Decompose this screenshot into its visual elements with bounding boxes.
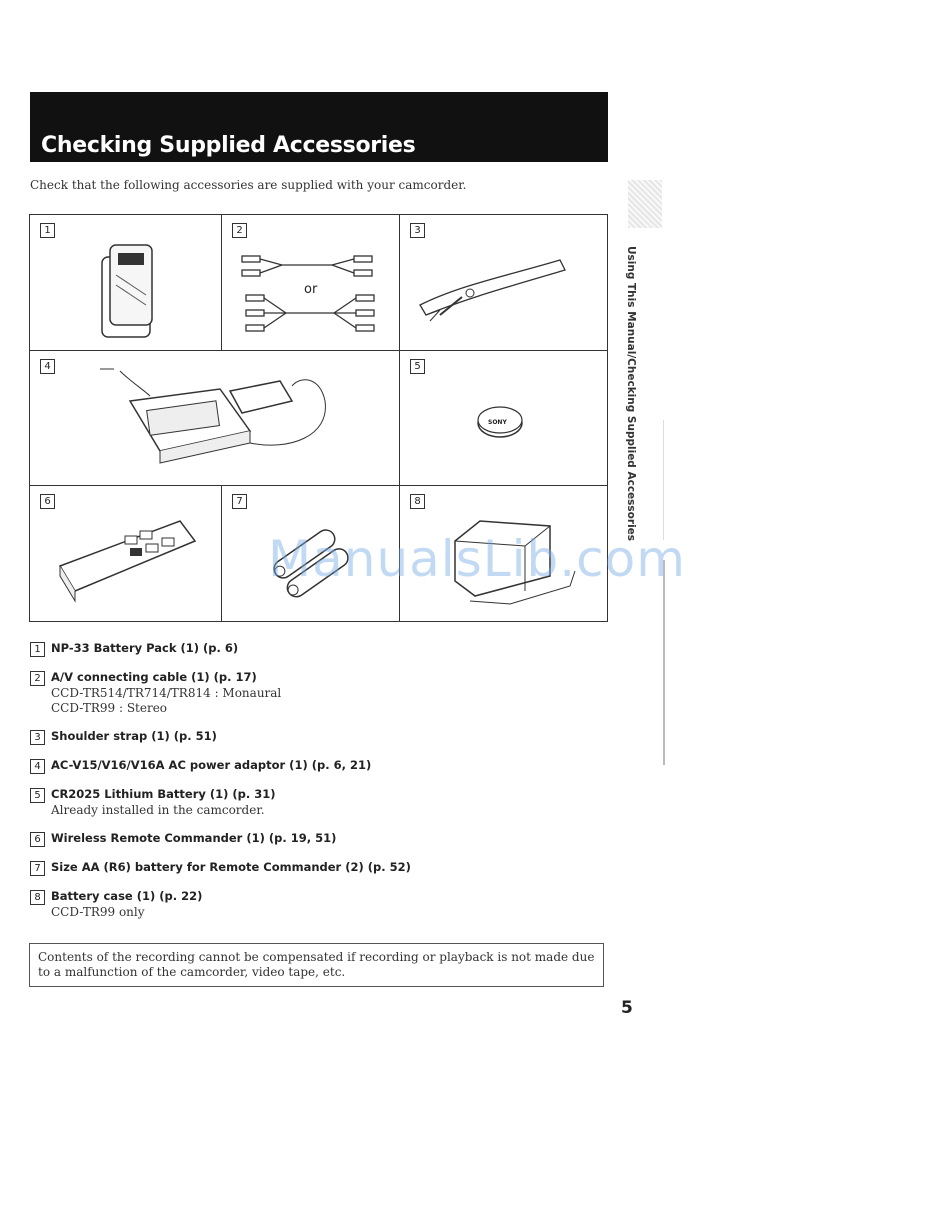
cell-number: 5 — [410, 359, 425, 374]
lithium-battery-illustration — [400, 351, 607, 486]
cell-number: 4 — [40, 359, 55, 374]
cell-2 — [222, 215, 400, 351]
item-number: 2 — [30, 671, 45, 686]
item-title: NP-33 Battery Pack (1) (p. 6) — [51, 641, 239, 655]
item-number: 3 — [30, 730, 45, 745]
list-item — [30, 640, 590, 657]
cell-number: 2 — [232, 223, 247, 238]
item-title: Wireless Remote Commander (1) (p. 19, 51) — [51, 831, 337, 845]
item-number: 6 — [30, 832, 45, 847]
av-cable-illustration — [222, 215, 400, 351]
list-item — [30, 786, 590, 818]
list-item — [30, 757, 590, 774]
section-side-label — [623, 246, 643, 542]
or-label: or — [304, 282, 318, 297]
scan-line — [663, 420, 664, 540]
item-title: Size AA (R6) battery for Remote Commander (2) (p. 52) — [51, 860, 411, 874]
cell-number: 7 — [232, 494, 247, 509]
cell-1 — [30, 215, 222, 351]
cell-number: 6 — [40, 494, 55, 509]
cell-3 — [400, 215, 607, 351]
page-title: Checking Supplied Accessories — [41, 133, 416, 158]
note-box: Contents of the recording cannot be compensated if recording or playback is not made due to a malfunction of the camcorder, video tape, etc. — [29, 943, 604, 987]
header-bar — [30, 92, 608, 162]
scan-line — [663, 560, 665, 765]
item-detail: CCD-TR514/TR714/TR814 : Monaural — [51, 686, 282, 700]
item-title: Battery case (1) (p. 22) — [51, 889, 203, 903]
cell-number: 1 — [40, 223, 55, 238]
list-item — [30, 728, 590, 745]
item-title: CR2025 Lithium Battery (1) (p. 31) — [51, 787, 276, 801]
item-detail: Already installed in the camcorder. — [51, 803, 265, 817]
cell-5 — [400, 351, 607, 486]
list-item — [30, 859, 590, 876]
coin-label: SONY — [488, 419, 507, 426]
list-item — [30, 669, 590, 716]
remote-commander-illustration — [30, 486, 222, 621]
intro-text: Check that the following accessories are supplied with your camcorder. — [30, 178, 467, 192]
battery-pack-illustration — [30, 215, 222, 351]
item-title: A/V connecting cable (1) (p. 17) — [51, 670, 257, 684]
list-item — [30, 830, 590, 847]
cell-number: 3 — [410, 223, 425, 238]
ac-adaptor-illustration — [30, 351, 400, 486]
page-number: 5 — [621, 998, 633, 1018]
accessory-list — [30, 640, 590, 920]
item-number: 1 — [30, 642, 45, 657]
shoulder-strap-illustration — [400, 215, 607, 351]
item-title: AC-V15/V16/V16A AC power adaptor (1) (p. 6, 21) — [51, 758, 372, 772]
item-title: Shoulder strap (1) (p. 51) — [51, 729, 217, 743]
list-item — [30, 888, 590, 920]
watermark: ManualsLib.com — [268, 530, 686, 588]
item-number: 4 — [30, 759, 45, 774]
item-detail: CCD-TR99 : Stereo — [51, 701, 168, 715]
scan-artifact — [628, 180, 662, 228]
side-label-text: Using This Manual/Checking Supplied Accessories — [625, 246, 637, 542]
cell-4 — [30, 351, 400, 486]
item-number: 7 — [30, 861, 45, 876]
item-number: 5 — [30, 788, 45, 803]
item-detail: CCD-TR99 only — [51, 905, 145, 919]
cell-number: 8 — [410, 494, 425, 509]
cell-6 — [30, 486, 222, 621]
item-number: 8 — [30, 890, 45, 905]
